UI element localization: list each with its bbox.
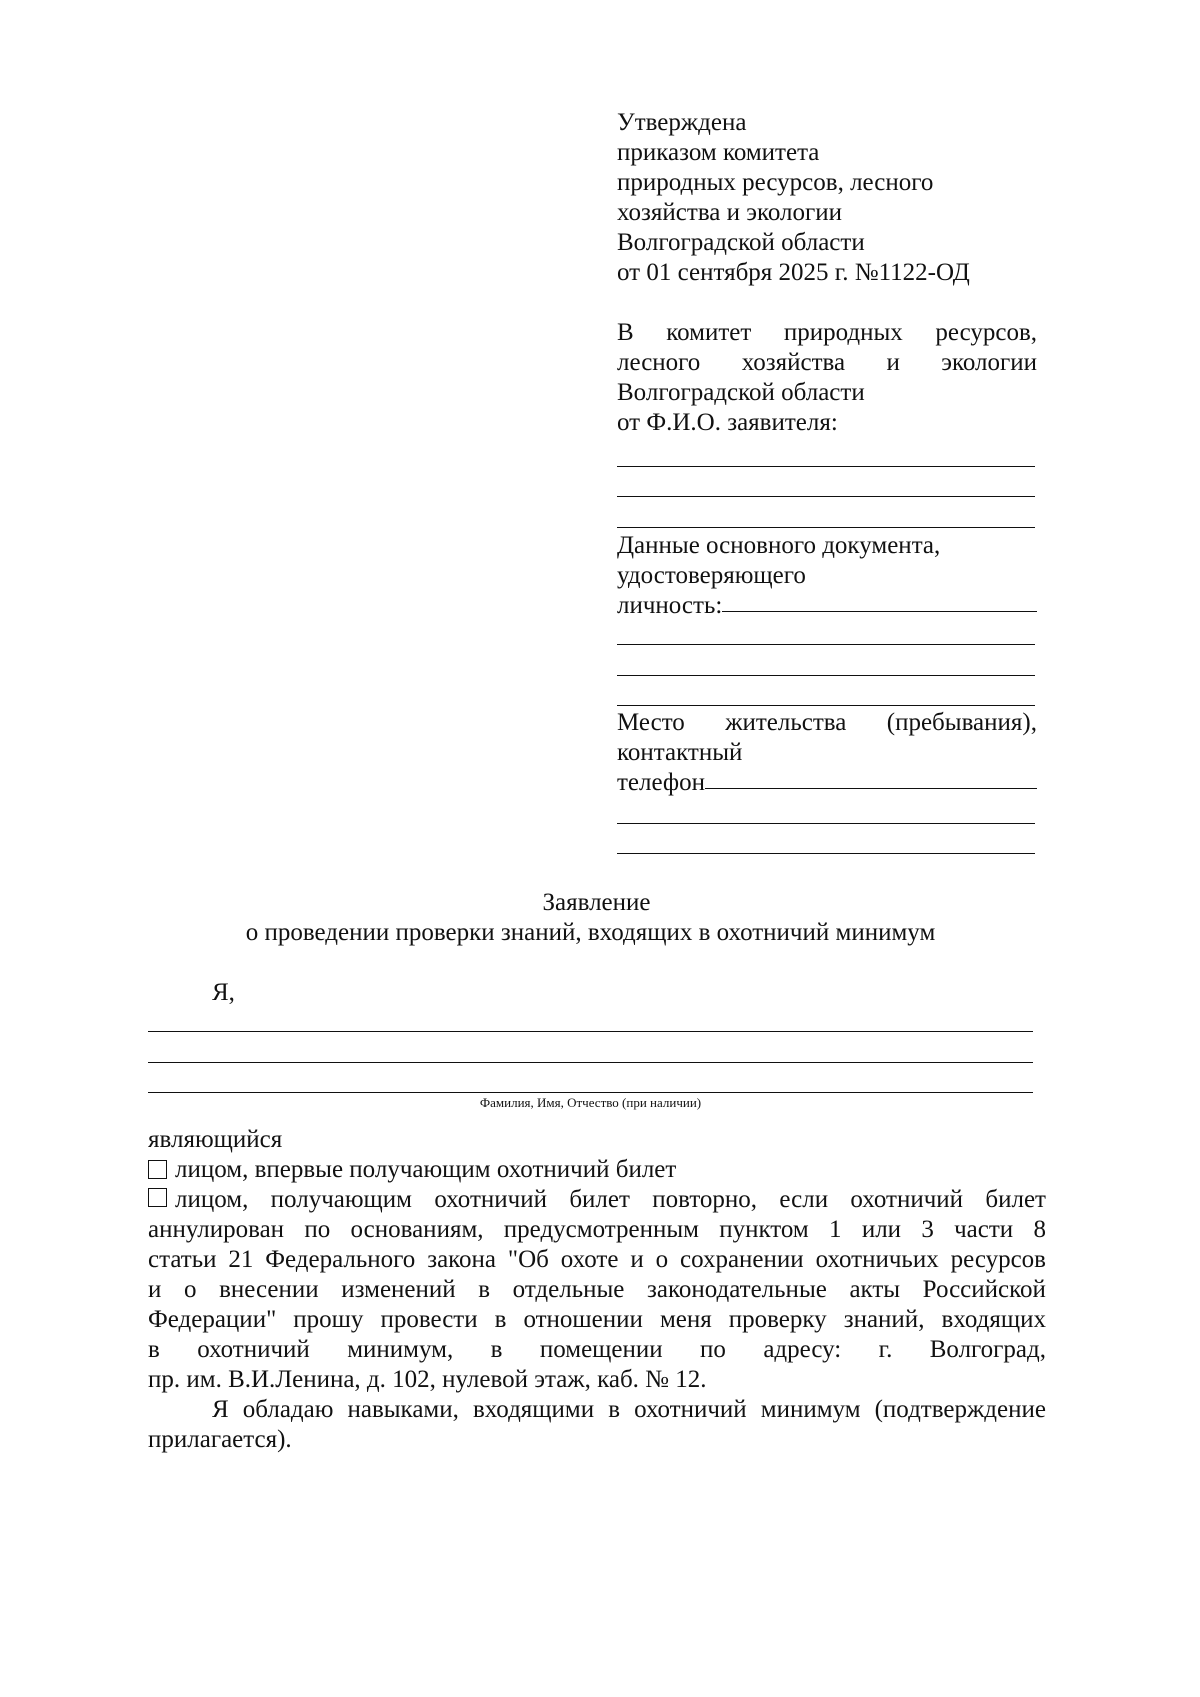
word: в	[478, 1276, 491, 1303]
word: охотничий	[434, 1186, 547, 1213]
word: статьи	[148, 1246, 217, 1273]
phone-line	[617, 768, 1037, 798]
word: отдельные	[512, 1276, 625, 1303]
word: лицом,	[175, 1186, 249, 1213]
word: проверку	[728, 1306, 827, 1333]
word: ресурсов,	[935, 319, 1037, 346]
option-repeat-line-6	[148, 1335, 1046, 1365]
word: отношении	[523, 1306, 643, 1333]
option-repeat-line-3	[148, 1245, 1046, 1275]
word: адресу:	[763, 1336, 842, 1363]
word: ресурсов	[950, 1246, 1046, 1273]
word: акты	[849, 1276, 901, 1303]
option-repeat-text	[175, 1185, 1046, 1215]
word: Волгоград,	[929, 1336, 1046, 1363]
word: жительства	[725, 709, 847, 736]
word: основаниям,	[350, 1216, 484, 1243]
approval-line: Волгоградской области	[617, 229, 865, 256]
option-first-time-label: лицом, впервые получающим охотничий билет	[175, 1156, 677, 1183]
identity-doc-label: Данные основного документа,	[617, 532, 941, 559]
skills-line-1	[148, 1395, 1046, 1425]
word: получающим	[270, 1186, 412, 1213]
phone-field[interactable]	[705, 768, 1037, 789]
word: комитет	[666, 319, 752, 346]
word: обладаю	[242, 1396, 334, 1423]
first-time-checkbox[interactable]	[148, 1160, 167, 1179]
repeat-checkbox[interactable]	[148, 1188, 167, 1207]
word: минимум,	[347, 1336, 454, 1363]
word: навыками,	[347, 1396, 459, 1423]
applicant-name-field[interactable]	[617, 496, 1035, 497]
word: аннулирован	[148, 1216, 285, 1243]
word: если	[779, 1186, 829, 1213]
addressee-line-2	[617, 348, 1037, 378]
identity-document-block	[617, 531, 1037, 621]
word: хозяйства	[741, 349, 846, 376]
word: предусмотренным	[503, 1216, 699, 1243]
option-first-time	[148, 1155, 1046, 1185]
option-repeat-line-5	[148, 1305, 1046, 1335]
word: входящими	[472, 1396, 595, 1423]
word: охотничьих	[815, 1246, 939, 1273]
approval-line: от 01 сентября 2025 г. №1122-ОД	[617, 259, 970, 286]
addressee-line-3: Волгоградской области	[617, 379, 865, 406]
residence-field[interactable]	[617, 853, 1035, 854]
applicant-fullname-field[interactable]	[148, 1062, 1033, 1063]
option-repeat-line-2	[148, 1215, 1046, 1245]
word: г.	[878, 1336, 893, 1363]
word: в	[494, 1306, 507, 1333]
word: о	[183, 1276, 197, 1303]
approval-line: Утверждена	[617, 109, 747, 136]
approval-block	[617, 108, 1037, 288]
document-title: Заявление	[542, 889, 651, 916]
word: входящих	[941, 1306, 1046, 1333]
identity-doc-field[interactable]	[722, 591, 1037, 612]
word: 21	[228, 1246, 254, 1273]
word: в	[148, 1336, 160, 1363]
skills-line-2: прилагается).	[148, 1426, 292, 1453]
option-repeat-line-4	[148, 1275, 1046, 1305]
word: (подтверждение	[874, 1396, 1046, 1423]
residence-field[interactable]	[617, 823, 1035, 824]
word: повторно,	[652, 1186, 758, 1213]
identity-doc-label: удостоверяющего	[617, 562, 806, 589]
identity-doc-line	[617, 591, 1037, 621]
word: части	[954, 1216, 1014, 1243]
approval-line: приказом комитета	[617, 139, 820, 166]
option-repeat-address: пр. им. В.И.Ленина, д. 102, нулевой этаж, каб. № 12.	[148, 1366, 707, 1393]
word: по	[304, 1216, 331, 1243]
addressee-line-1	[617, 318, 1037, 348]
document-subtitle: о проведении проверки знаний, входящих в охотничий минимум	[245, 919, 936, 946]
word: и	[630, 1246, 644, 1273]
word: охотничий	[634, 1396, 747, 1423]
phone-label: телефон	[617, 769, 705, 796]
word: пунктом	[719, 1216, 809, 1243]
application-body	[148, 1125, 1046, 1455]
word: Федерации"	[148, 1306, 277, 1333]
word: сохранении	[679, 1246, 804, 1273]
fullname-caption: Фамилия, Имя, Отчество (при наличии)	[479, 1095, 702, 1110]
applicant-name-field[interactable]	[617, 527, 1035, 528]
option-repeat-line-1	[148, 1185, 1046, 1215]
approval-line: хозяйства и экологии	[617, 199, 843, 226]
word: "Об	[507, 1246, 549, 1273]
identity-doc-label: личность:	[617, 592, 723, 619]
word: Место	[617, 709, 685, 736]
word: помещении	[539, 1336, 663, 1363]
word: билет	[569, 1186, 630, 1213]
word: знаний,	[843, 1306, 925, 1333]
being-label: являющийся	[148, 1126, 283, 1153]
identity-doc-field[interactable]	[617, 675, 1035, 676]
word: 1	[829, 1216, 842, 1243]
applicant-fullname-field[interactable]	[148, 1031, 1033, 1032]
word: и	[148, 1276, 162, 1303]
word: билет	[985, 1186, 1046, 1213]
word: о	[655, 1246, 669, 1273]
word: минимум	[760, 1396, 861, 1423]
word: В	[617, 319, 634, 346]
word: экологии	[941, 349, 1037, 376]
approval-line: природных ресурсов, лесного	[617, 169, 934, 196]
word: изменений	[341, 1276, 456, 1303]
word: в	[608, 1396, 620, 1423]
applicant-fullname-field[interactable]	[148, 1092, 1033, 1093]
word: или	[861, 1216, 902, 1243]
word: Федерального	[265, 1246, 416, 1273]
word: закона	[427, 1246, 497, 1273]
word: природных	[783, 319, 903, 346]
applicant-name-label: от Ф.И.О. заявителя:	[617, 409, 838, 436]
applicant-intro: Я,	[212, 979, 235, 1006]
addressee-block	[617, 318, 1037, 438]
word: прошу	[293, 1306, 364, 1333]
word: внесении	[219, 1276, 319, 1303]
word: (пребывания),	[886, 709, 1037, 736]
identity-doc-field[interactable]	[617, 644, 1035, 645]
residence-line-1	[617, 708, 1037, 738]
word: Российской	[922, 1276, 1046, 1303]
word: Я	[212, 1396, 229, 1423]
word: законодательные	[646, 1276, 827, 1303]
word: 3	[921, 1216, 934, 1243]
applicant-name-field[interactable]	[617, 466, 1035, 467]
word: по	[700, 1336, 726, 1363]
word: 8	[1033, 1216, 1046, 1243]
identity-doc-field[interactable]	[617, 705, 1035, 706]
residence-label: контактный	[617, 739, 743, 766]
word: охотничий	[850, 1186, 964, 1213]
word: охотничий	[197, 1336, 310, 1363]
residence-block	[617, 708, 1037, 798]
word: лесного	[617, 349, 701, 376]
word: меня	[659, 1306, 712, 1333]
word: в	[490, 1336, 503, 1363]
word: провести	[380, 1306, 478, 1333]
word: охоте	[560, 1246, 619, 1273]
word: и	[886, 349, 900, 376]
